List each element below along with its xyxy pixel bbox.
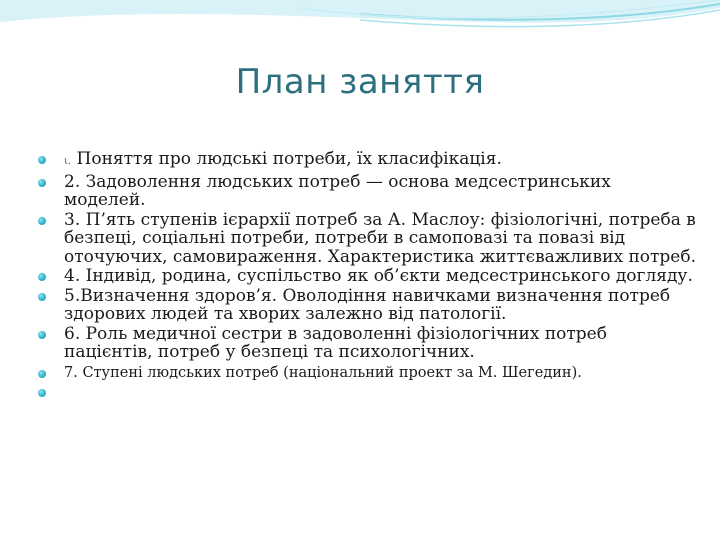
bullet-icon (38, 293, 46, 301)
bullet-icon (38, 273, 46, 281)
list-item (36, 211, 696, 267)
bullet-icon (38, 331, 46, 339)
item-text: 3. П’ять ступенів ієрархії потреб за А. Маслоу: фізіологічні, потреба в безпеці, соціальні потреби, потреби в самоповазі та повазі від оточуючих, самовираження. Характеристика життєважливих потреб. (64, 209, 697, 267)
item-text: 7. Ступені людських потреб (національний проект за М. Шегедин). (64, 364, 582, 381)
list-item (36, 267, 696, 286)
list-item (36, 287, 696, 324)
bullet-icon (38, 179, 46, 187)
bullet-icon (38, 217, 46, 225)
bullet-icon (38, 156, 46, 164)
bullet-icon (38, 389, 46, 397)
plan-list (36, 150, 696, 402)
item-text: 6. Роль медичної сестри в задоволенні фізіологічних потреб пацієнтів, потреб у безпеці та психологічних. (64, 323, 607, 362)
item-marker: ι. (64, 156, 72, 167)
bullet-icon (38, 370, 46, 378)
item-text: Поняття про людські потреби, їх класифікація. (76, 149, 502, 169)
item-text: 2. Задоволення людських потреб — основа медсестринських моделей. (64, 171, 611, 210)
list-item-empty (36, 383, 696, 401)
item-text: 4. Індивід, родина, суспільство як об’єкти медсестринського догляду. (64, 266, 693, 286)
slide-title: План заняття (235, 62, 485, 102)
decorative-wave (0, 0, 720, 60)
list-item (36, 150, 696, 172)
list-item (36, 173, 696, 210)
list-item (36, 325, 696, 362)
list-item (36, 364, 696, 382)
item-text: 5.Визначення здоров’я. Оволодіння навичками визначення потреб здорових людей та хворих залежно від патології. (64, 285, 671, 324)
